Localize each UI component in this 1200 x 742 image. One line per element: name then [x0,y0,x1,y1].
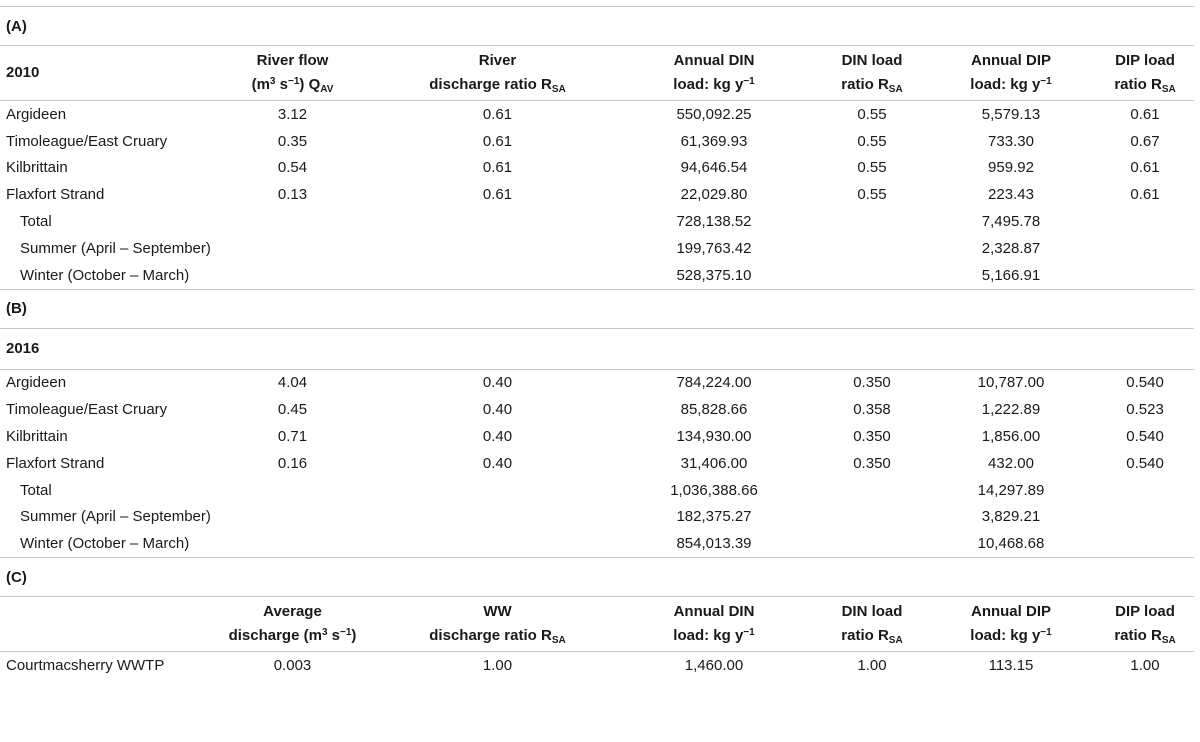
empty-cell [200,504,385,531]
empty-cell [1096,208,1194,235]
row-name: Timoleague/East Cruary [6,401,168,419]
flow-value: 0.35 [277,132,308,150]
annual-dip-value: 7,495.78 [981,213,1041,231]
flow-value: 0.16 [277,454,308,472]
dip-ratio-value: 1.00 [1130,657,1160,675]
table-row [0,423,1194,450]
discharge-ratio-value: 0.61 [482,159,513,177]
annual-dip-header: Annual DIP load: kg $y^{-1}$ [926,46,1096,101]
din-ratio-value: 1.00 [857,657,887,675]
section-label: (B) [0,289,1194,328]
dip-ratio-value: 0.540 [1126,374,1164,392]
empty-cell [200,530,385,557]
empty-cell [818,208,926,235]
dip-ratio-header: DIP load ratio $R_{SA}$ [1096,597,1194,652]
annual-dip-value: 3,829.21 [981,508,1041,526]
total-row [0,504,1194,531]
page [0,6,1200,742]
section-a-header-row [0,46,1194,101]
annual-din-value: 550,092.25 [676,105,752,123]
discharge-ratio-value: 0.40 [482,428,513,446]
annual-dip-value: 223.43 [988,186,1034,204]
total-row [0,262,1194,289]
table-row [0,101,1194,128]
average-discharge-header: Average discharge ($m^3$ $s^{-1}$) [200,597,385,652]
annual-dip-header: Annual DIP load: kg $y^{-1}$ [926,597,1096,652]
empty-cell [385,504,610,531]
section-label: (A) [0,7,1194,46]
annual-din-value: 199,763.42 [676,239,752,257]
row-name: Total [20,481,52,499]
row-name: Winter (October – March) [20,535,190,553]
flow-value: 3.12 [277,105,308,123]
dip-ratio-value: 0.61 [1130,159,1160,177]
din-ratio-value: 0.55 [857,186,887,204]
dip-ratio-value: 0.61 [1130,105,1160,123]
section-c-label-row [0,558,1194,597]
empty-cell [1096,477,1194,504]
flow-value: 0.54 [277,159,308,177]
empty-cell [1096,262,1194,289]
discharge-ratio-value: 0.40 [482,401,513,419]
table-row [0,181,1194,208]
row-name: Flaxfort Strand [6,186,105,204]
annual-dip-value: 10,787.00 [977,374,1045,392]
din-ratio-value: 0.358 [853,401,891,419]
discharge-ratio-value: 0.61 [482,132,513,150]
empty-cell [200,235,385,262]
din-ratio-value: 0.55 [857,159,887,177]
din-ratio-value: 0.55 [857,132,887,150]
discharge-ratio-value: 0.40 [482,374,513,392]
din-ratio-value: 0.350 [853,428,891,446]
section-b-label-row [0,289,1194,328]
table-row [0,155,1194,182]
river-flow-header: River flow ($m^3$ $s^{-1}$) $Q_{AV}$ [200,46,385,101]
row-name: Courtmacsherry WWTP [6,657,165,675]
annual-din-value: 22,029.80 [680,186,748,204]
annual-dip-value: 432.00 [988,454,1034,472]
empty-cell [200,208,385,235]
annual-din-value: 61,369.93 [680,132,748,150]
annual-din-value: 854,013.39 [676,535,752,553]
empty-cell [385,208,610,235]
row-name: Kilbrittain [6,428,68,446]
row-name: Timoleague/East Cruary [6,132,168,150]
dip-ratio-value: 0.523 [1126,401,1164,419]
empty-cell [200,477,385,504]
table-row [0,652,1194,679]
discharge-ratio-value: 1.00 [482,657,513,675]
section-b-rows [0,369,1194,477]
empty-cell [385,262,610,289]
row-name: Summer (April – September) [20,508,211,526]
flow-value: 0.71 [277,428,308,446]
annual-dip-value: 14,297.89 [977,481,1045,499]
empty-cell [818,477,926,504]
empty-cell [1096,530,1194,557]
empty-cell [818,235,926,262]
annual-din-header: Annual DIN load: kg $y^{-1}$ [610,597,818,652]
ww-discharge-ratio-header: WW discharge ratio $R_{SA}$ [385,597,610,652]
row-name: Total [20,213,52,231]
year-header: 2010 [0,46,200,101]
annual-dip-value: 5,579.13 [981,105,1041,123]
section-b-header-row [0,328,1194,369]
dip-ratio-header: DIP load ratio $R_{SA}$ [1096,46,1194,101]
flow-value: 0.13 [277,186,308,204]
total-row [0,530,1194,557]
annual-dip-value: 2,328.87 [981,239,1041,257]
table-row [0,396,1194,423]
annual-din-value: 134,930.00 [676,428,752,446]
row-name: Flaxfort Strand [6,454,105,472]
empty-cell [818,504,926,531]
row-name: Argideen [6,105,67,123]
annual-din-value: 528,375.10 [676,266,752,284]
section-a-label-row [0,7,1194,46]
row-name: Kilbrittain [6,159,68,177]
annual-din-value: 784,224.00 [676,374,752,392]
annual-dip-value: 5,166.91 [981,266,1041,284]
annual-dip-value: 733.30 [988,132,1034,150]
annual-din-value: 728,138.52 [676,213,752,231]
annual-din-value: 85,828.66 [680,401,748,419]
annual-dip-value: 959.92 [988,159,1034,177]
row-name: Argideen [6,374,67,392]
table-row [0,128,1194,155]
section-c-rows [0,652,1194,679]
empty-cell [200,262,385,289]
annual-dip-value: 10,468.68 [977,535,1045,553]
table-row [0,450,1194,477]
total-row [0,477,1194,504]
din-ratio-value: 0.350 [853,374,891,392]
annual-din-value: 31,406.00 [680,454,748,472]
total-row [0,235,1194,262]
annual-din-header: Annual DIN load: kg $y^{-1}$ [610,46,818,101]
dip-ratio-value: 0.67 [1130,132,1160,150]
section-a-totals [0,208,1194,289]
discharge-ratio-value: 0.40 [482,454,513,472]
empty-cell [385,530,610,557]
din-ratio-header: DIN load ratio $R_{SA}$ [818,597,926,652]
empty-cell [1096,504,1194,531]
empty-header-cell [0,597,200,652]
table-row [0,369,1194,396]
empty-cell [1096,235,1194,262]
dip-ratio-value: 0.540 [1126,454,1164,472]
total-row [0,208,1194,235]
annual-din-value: 182,375.27 [676,508,752,526]
annual-din-value: 1,036,388.66 [670,481,758,499]
section-label: (C) [0,558,1194,597]
empty-cell [385,477,610,504]
annual-dip-value: 1,222.89 [981,401,1041,419]
row-name: Winter (October – March) [20,266,190,284]
flow-value: 4.04 [277,374,308,392]
dip-ratio-value: 0.540 [1126,428,1164,446]
discharge-ratio-value: 0.61 [482,105,513,123]
annual-din-value: 1,460.00 [684,657,744,675]
year-header: 2016 [0,328,1194,369]
discharge-ratio-header: River discharge ratio $R_{SA}$ [385,46,610,101]
din-ratio-value: 0.350 [853,454,891,472]
empty-cell [818,262,926,289]
empty-cell [385,235,610,262]
section-a-rows [0,101,1194,209]
annual-dip-value: 1,856.00 [981,428,1041,446]
section-c-header-row [0,597,1194,652]
flow-value: 0.45 [277,401,308,419]
nutrient-load-table [0,6,1194,679]
din-ratio-value: 0.55 [857,105,887,123]
flow-value: 0.003 [273,657,312,675]
dip-ratio-value: 0.61 [1130,186,1160,204]
annual-dip-value: 113.15 [988,657,1034,675]
annual-din-value: 94,646.54 [680,159,748,177]
din-ratio-header: DIN load ratio $R_{SA}$ [818,46,926,101]
discharge-ratio-value: 0.61 [482,186,513,204]
empty-cell [818,530,926,557]
row-name: Summer (April – September) [20,239,211,257]
section-b-totals [0,477,1194,558]
